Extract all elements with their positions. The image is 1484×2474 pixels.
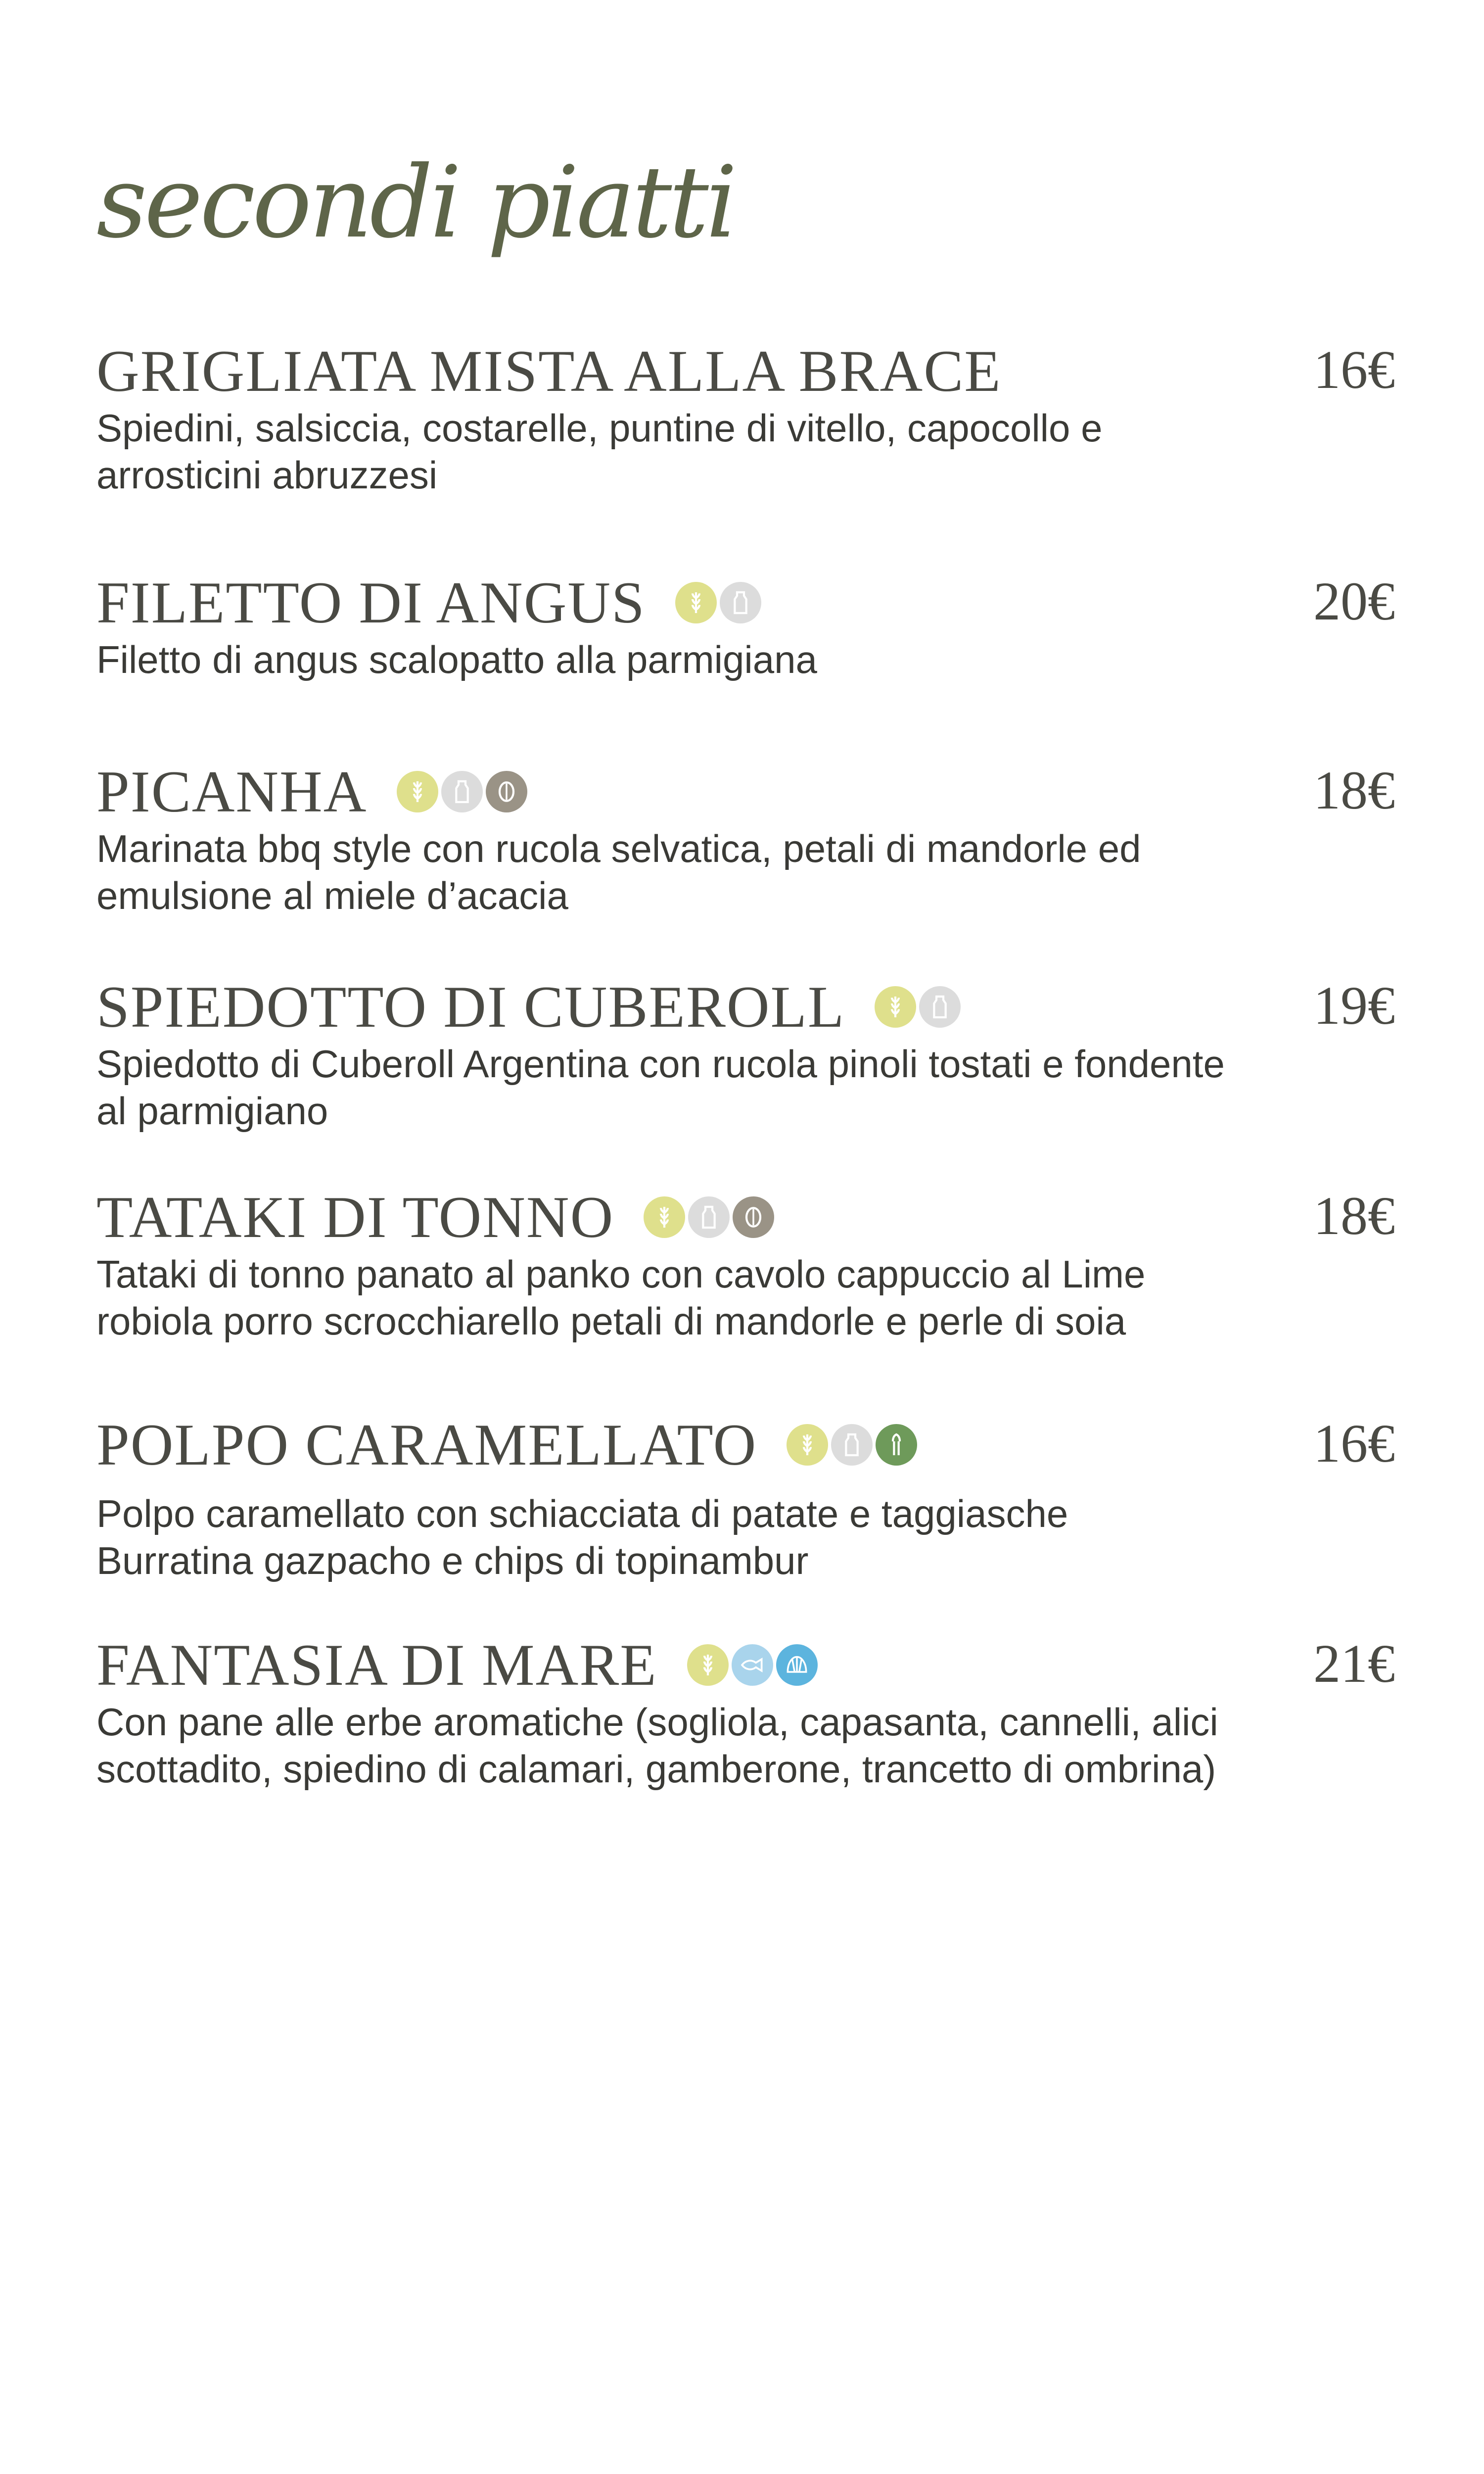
item-name: [96, 1632, 818, 1698]
allergen-icons: [787, 1424, 917, 1466]
item-name-text: TATAKI DI TONNO: [96, 1184, 614, 1250]
lactose-icon: [720, 582, 761, 623]
nuts-icon: [733, 1196, 774, 1238]
nuts-icon: [486, 771, 527, 812]
item-price: 16€: [1313, 339, 1395, 400]
item-price: 18€: [1313, 760, 1395, 820]
item-name-text: SPIEDOTTO DI CUBEROLL: [96, 974, 845, 1040]
item-description: Polpo caramellato con schiacciata di patate e taggiasche Burratina gazpacho e chips di topinambur: [96, 1492, 1068, 1582]
lactose-icon: [919, 986, 961, 1028]
section-title: secondi piatti: [96, 145, 735, 260]
celery-icon: [876, 1424, 917, 1466]
item-name: [96, 974, 961, 1040]
item-description: Marinata bbq style con rucola selvatica, petali di mandorle ed emulsione al miele d’acacia: [96, 827, 1141, 917]
lactose-icon: [441, 771, 483, 812]
lactose-icon: [688, 1196, 730, 1238]
item-price: 20€: [1313, 571, 1395, 631]
item-name: [96, 570, 761, 635]
lactose-icon: [831, 1424, 873, 1466]
item-price: 19€: [1313, 975, 1395, 1036]
item-name-text: FILETTO DI ANGUS: [96, 570, 646, 635]
item-name: [96, 338, 1002, 404]
allergen-icons: [875, 986, 961, 1028]
item-name-text: POLPO CARAMELLATO: [96, 1412, 757, 1477]
item-name: [96, 1184, 774, 1250]
gluten-icon: [875, 986, 916, 1028]
item-name: [96, 1412, 917, 1477]
allergen-icons: [675, 582, 761, 623]
item-price: 21€: [1313, 1633, 1395, 1694]
item-price: 16€: [1313, 1413, 1395, 1474]
gluten-icon: [787, 1424, 828, 1466]
item-name: [96, 759, 527, 824]
allergen-icons: [644, 1196, 774, 1238]
item-name-text: PICANHA: [96, 759, 368, 824]
item-description: Filetto di angus scalopatto alla parmigiana: [96, 638, 817, 681]
item-name-text: GRIGLIATA MISTA ALLA BRACE: [96, 338, 1002, 404]
item-description: Tataki di tonno panato al panko con cavolo cappuccio al Lime robiola porro scrocchiarello petali di mandorle e perle di soia: [96, 1252, 1146, 1343]
gluten-icon: [687, 1644, 729, 1686]
gluten-icon: [644, 1196, 685, 1238]
item-description: Con pane alle erbe aromatiche (sogliola, capasanta, cannelli, alici scottadito, spiedino di calamari, gamberone, trancetto di ombrina): [96, 1700, 1218, 1791]
allergen-icons: [397, 771, 527, 812]
item-price: 18€: [1313, 1186, 1395, 1246]
mollusc-icon: [776, 1644, 818, 1686]
item-description: Spiedini, salsiccia, costarelle, puntine di vitello, capocollo e arrosticini abruzzesi: [96, 406, 1103, 497]
gluten-icon: [397, 771, 438, 812]
allergen-icons: [687, 1644, 818, 1686]
item-description: Spiedotto di Cuberoll Argentina con rucola pinoli tostati e fondente al parmigiano: [96, 1042, 1225, 1133]
fish-icon: [732, 1644, 773, 1686]
item-name-text: FANTASIA DI MARE: [96, 1632, 657, 1698]
gluten-icon: [675, 582, 717, 623]
